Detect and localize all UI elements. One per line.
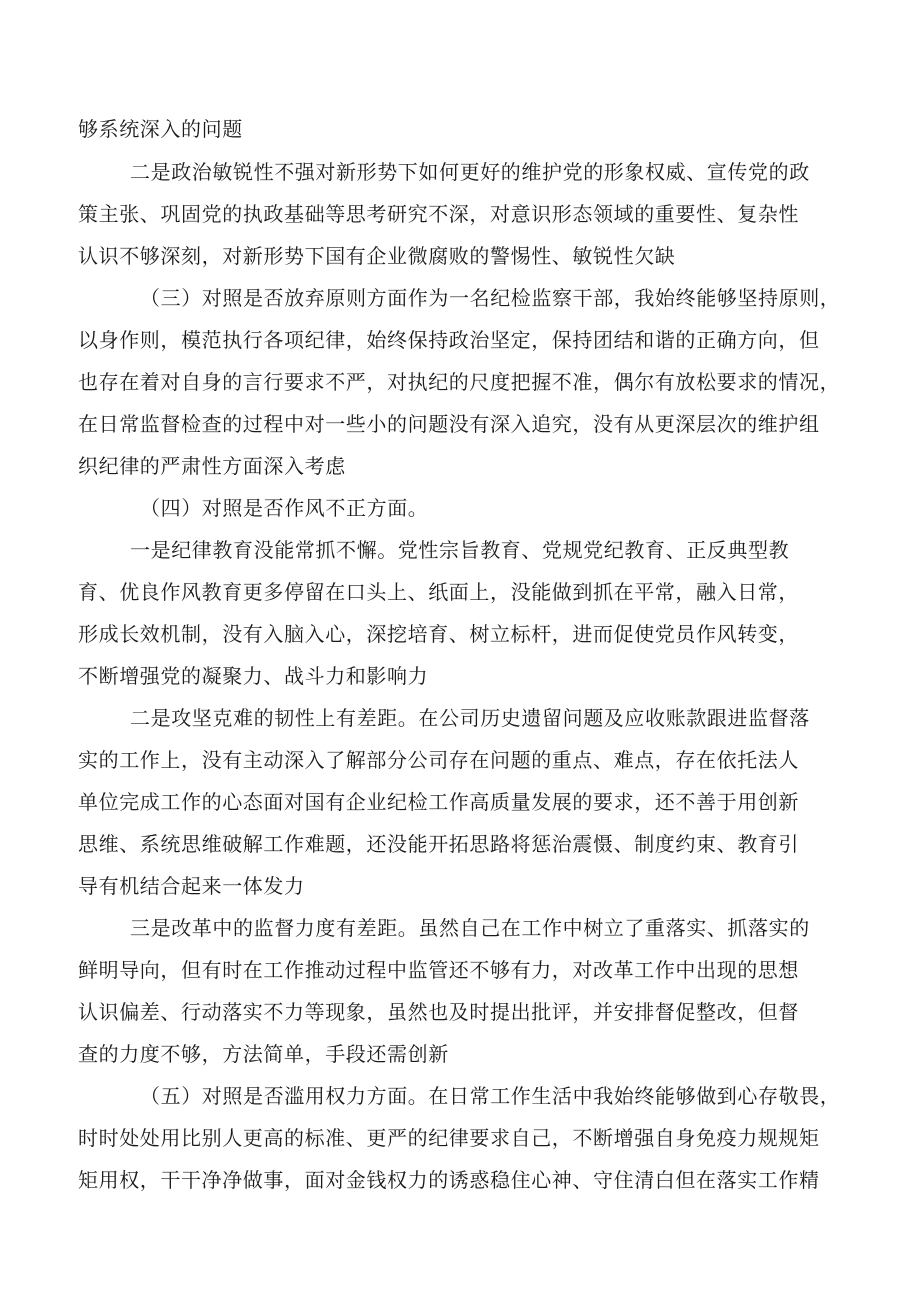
text-line-19: 导有机结合起来一体发力	[78, 874, 305, 898]
text-line-12: 育、优良作风教育更多停留在口头上、纸面上，没能做到抓在平常，融入日常，	[78, 580, 799, 604]
text-line-6: 以身作则，模范执行各项纪律，始终保持政治坚定，保持团结和谐的正确方向，但	[78, 328, 820, 352]
text-line-17: 单位完成工作的心态面对国有企业纪检工作高质量发展的要求，还不善于用创新	[78, 790, 799, 814]
text-line-1: 够系统深入的问题	[78, 117, 243, 141]
text-line-8: 在日常监督检查的过程中对一些小的问题没有深入追究，没有从更深层次的维护组	[78, 412, 820, 436]
text-line-2: 二是政治敏锐性不强对新形势下如何更好的维护党的形象权威、宣传党的政	[130, 160, 810, 184]
text-line-25: 时时处处用比别人更高的标准、更严的纪律要求自己，不断增强自身免疫力规规矩	[78, 1126, 820, 1150]
text-line-11: 一是纪律教育没能常抓不懈。党性宗旨教育、党规党纪教育、正反典型教	[130, 538, 790, 562]
text-line-13: 形成长效机制，没有入脑入心，深挖培育、树立标杆，进而促使党员作风转变，	[78, 622, 799, 646]
text-line-3: 策主张、巩固党的执政基础等思考研究不深，对意识形态领域的重要性、复杂性	[78, 202, 799, 226]
text-line-9: 织纪律的严肃性方面深入考虑	[78, 454, 346, 478]
text-line-5: （三）对照是否放弃原则方面作为一名纪检监察干部，我始终能够坚持原则，	[140, 286, 841, 310]
text-line-26: 矩用权，干干净净做事，面对金钱权力的诱惑稳住心神、守住清白但在落实工作精	[78, 1168, 820, 1192]
text-line-23: 查的力度不够，方法简单，手段还需创新	[78, 1042, 449, 1066]
text-line-7: 也存在着对自身的言行要求不严，对执纪的尺度把握不准，偶尔有放松要求的情况，	[78, 370, 841, 394]
text-line-4: 认识不够深刻，对新形势下国有企业微腐败的警惕性、敏锐性欠缺	[78, 244, 676, 268]
text-line-15: 二是攻坚克难的韧性上有差距。在公司历史遗留问题及应收账款跟进监督落	[130, 706, 810, 730]
text-line-18: 思维、系统思维破解工作难题，还没能开拓思路将惩治震慑、制度约束、教育引	[78, 832, 799, 856]
text-line-16: 实的工作上，没有主动深入了解部分公司存在问题的重点、难点，存在依托法人	[78, 748, 799, 772]
text-line-21: 鲜明导向，但有时在工作推动过程中监管还不够有力，对改革工作中出现的思想	[78, 958, 799, 982]
text-line-14: 不断增强党的凝聚力、战斗力和影响力	[78, 664, 429, 688]
text-line-24: （五）对照是否滥用权力方面。在日常工作生活中我始终能够做到心存敬畏，	[140, 1084, 841, 1108]
text-line-22: 认识偏差、行动落实不力等现象，虽然也及时提出批评，并安排督促整改，但督	[78, 1000, 799, 1024]
text-line-10: （四）对照是否作风不正方面。	[140, 496, 429, 520]
text-line-20: 三是改革中的监督力度有差距。虽然自己在工作中树立了重落实、抓落实的	[130, 916, 810, 940]
